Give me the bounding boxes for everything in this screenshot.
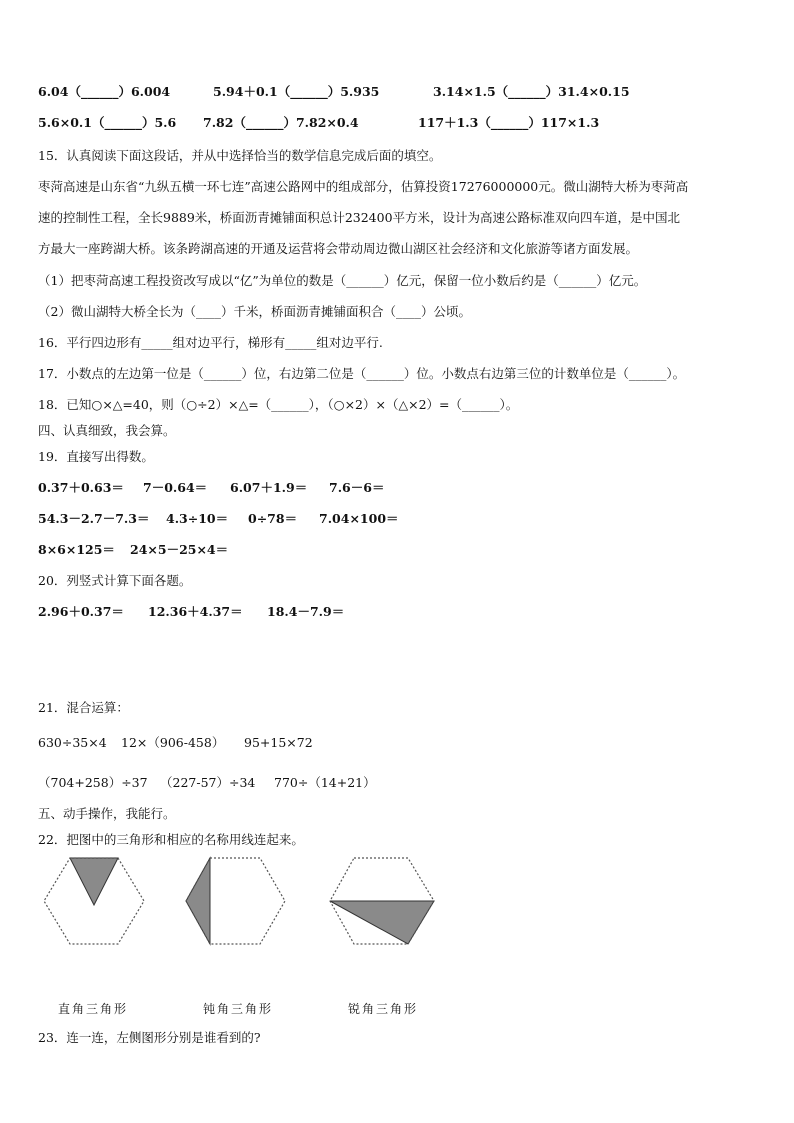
question-21-title: 21．混合运算： [38,700,129,715]
hexagon-figure-3 [330,858,434,944]
calc-item: 2.96＋0.37＝ [38,604,124,619]
calc-item: （704+258）÷37 [38,775,148,790]
hexagon-figures [38,855,458,975]
question-20-title: 20．列竖式计算下面各题。 [38,573,192,588]
calc-item: （227-57）÷34 [160,775,256,790]
section-4-heading: 四、认真细致，我会算。 [38,423,176,438]
calc-item: 8×6×125＝ [38,542,115,557]
calc-item: 7.6－6＝ [329,480,385,495]
question-18: 18．已知○×△=40，则（○÷2）×△=（______），（○×2）×（△×2）=（______）。 [38,397,519,412]
calc-item: 630÷35×4 [38,735,107,750]
question-15-sub-2: （2）微山湖特大桥全长为（____）千米，桥面沥青摊铺面积合（____）公顷。 [38,304,471,319]
compare-item: 3.14×1.5（______）31.4×0.15 [433,84,630,99]
calc-item: 7.04×100＝ [319,511,399,526]
compare-item: 6.04（______）6.004 [38,84,171,99]
calc-item: 24×5－25×4＝ [130,542,229,557]
calc-item: 18.4－7.9＝ [267,604,345,619]
question-15-paragraph-line: 枣菏高速是山东省“九纵五横一环七连”高速公路网中的组成部分，估算投资17276000000元。微山湖特大桥为枣菏高 [38,179,689,194]
calc-item: 7－0.64＝ [143,480,208,495]
compare-item: 5.94＋0.1（______）5.935 [213,84,380,99]
calc-item: 0.37＋0.63＝ [38,480,124,495]
question-16: 16．平行四边形有_____组对边平行，梯形有_____组对边平行. [38,335,383,350]
question-22-title: 22．把图中的三角形和相应的名称用线连起来。 [38,832,304,847]
calc-item: 4.3÷10＝ [166,511,229,526]
calc-item: 770÷（14+21） [274,775,376,790]
compare-item: 7.82（______）7.82×0.4 [203,115,359,130]
question-17: 17．小数点的左边第一位是（______）位，右边第二位是（______）位。小数点右边第三位的计数单位是（______）。 [38,366,686,381]
calc-item: 6.07＋1.9＝ [230,480,308,495]
hexagon-figure-2 [186,858,285,944]
compare-item: 5.6×0.1（______）5.6 [38,115,177,130]
section-5-heading: 五、动手操作，我能行。 [38,806,176,821]
calc-item: 0÷78＝ [248,511,298,526]
question-19-title: 19．直接写出得数。 [38,449,154,464]
shaded-triangle-1 [70,858,118,905]
question-15-sub-1: （1）把枣菏高速工程投资改写成以“亿”为单位的数是（______）亿元，保留一位小数后约是（______）亿元。 [38,273,647,288]
question-23: 23．连一连，左侧图形分别是谁看到的? [38,1030,261,1045]
hexagon-figure-1 [44,858,144,944]
calc-item: 12.36＋4.37＝ [148,604,243,619]
question-15-title: 15．认真阅读下面这段话，并从中选择恰当的数学信息完成后面的填空。 [38,148,442,163]
shaded-triangle-3 [330,901,434,944]
label-right-triangle: 直角三角形 [58,1002,129,1016]
hexagon-figures-svg [38,855,458,975]
calc-item: 95+15×72 [244,735,313,750]
compare-item: 117＋1.3（______）117×1.3 [418,115,600,130]
label-obtuse-triangle: 钝角三角形 [203,1002,274,1016]
calc-item: 12×（906-458） [121,735,225,750]
question-15-paragraph-line: 速的控制性工程，全长9889米，桥面沥青摊铺面积总计232400平方米，设计为高速公路标准双向四车道，是中国北 [38,210,681,225]
calc-item: 54.3－2.7－7.3＝ [38,511,150,526]
question-15-paragraph-line: 方最大一座跨湖大桥。该条跨湖高速的开通及运营将会带动周边微山湖区社会经济和文化旅游等诸方面发展。 [38,241,639,256]
shaded-triangle-2 [186,858,210,944]
label-acute-triangle: 锐角三角形 [348,1002,419,1016]
